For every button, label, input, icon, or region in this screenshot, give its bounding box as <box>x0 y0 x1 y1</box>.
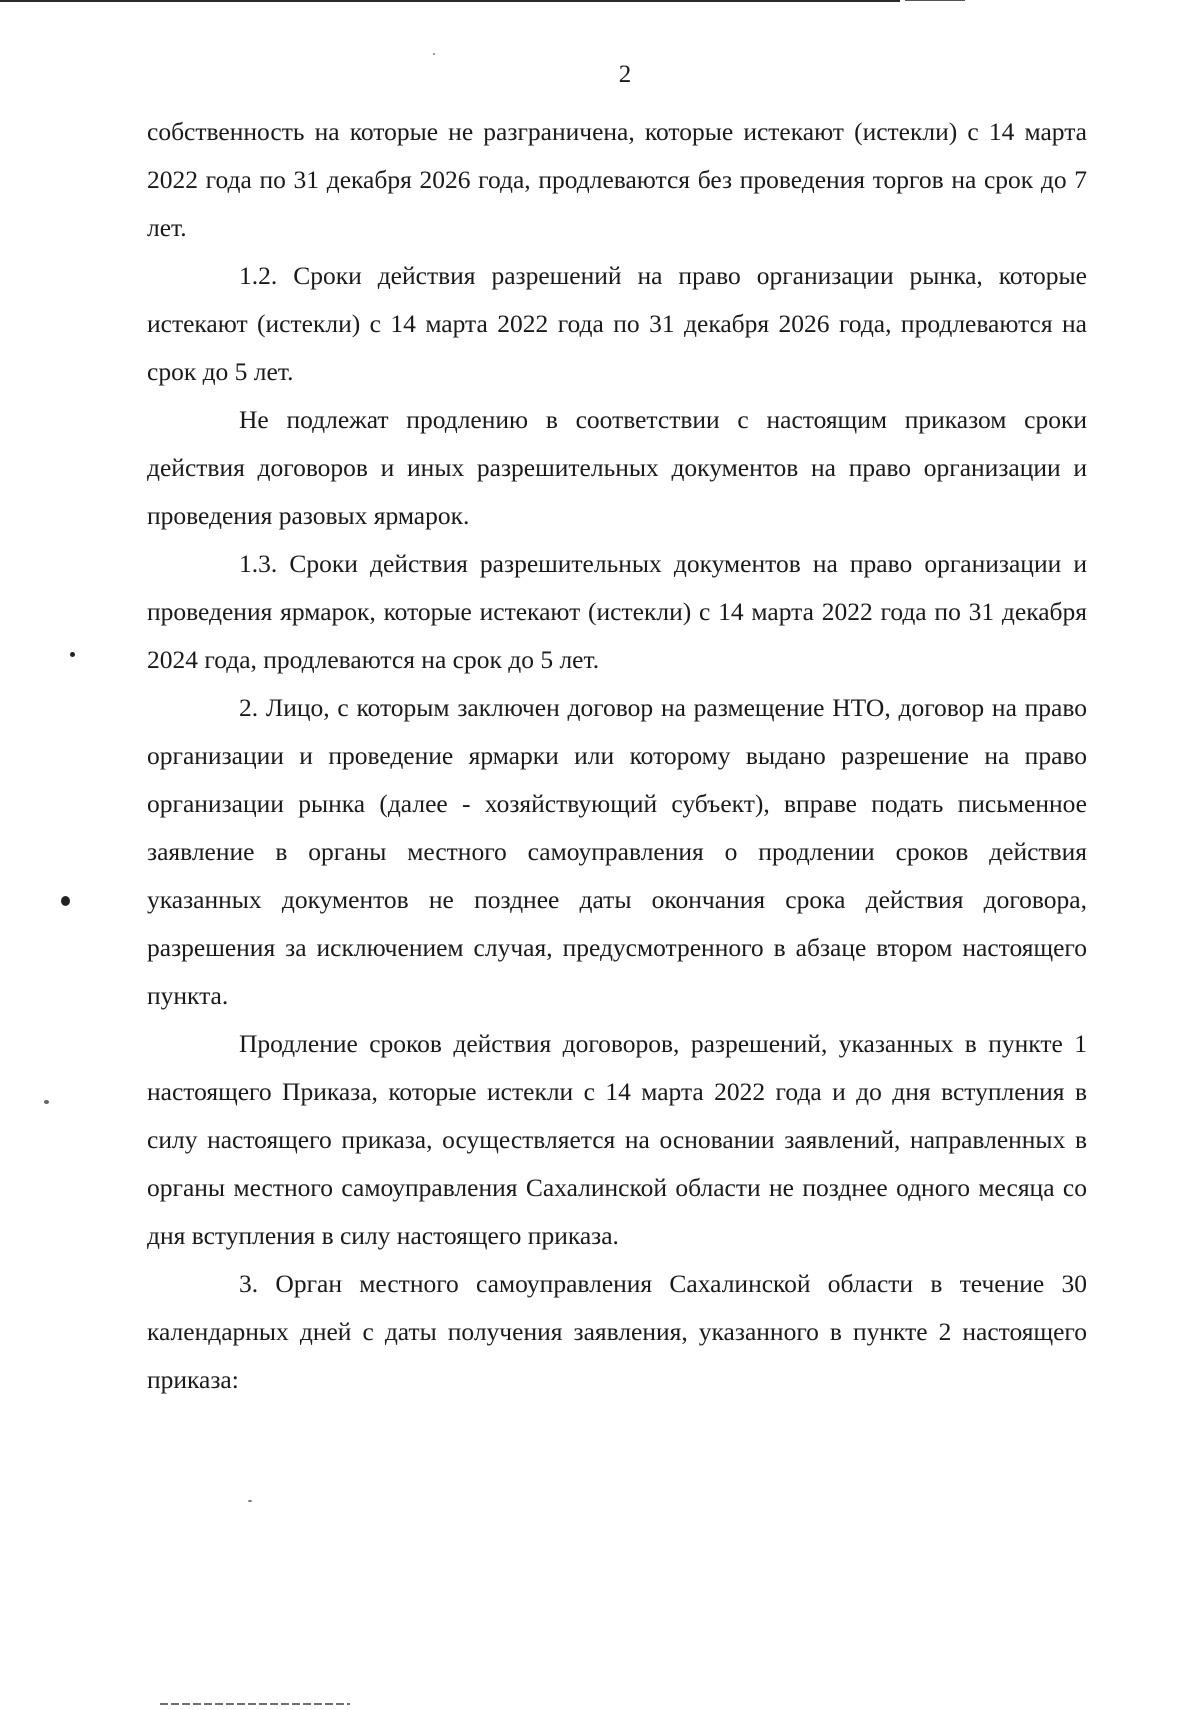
paragraph-3: 3. Орган местного самоуправления Сахалинской области в течение 30 календарных дней с даты получения заявления, указанного в пункте 2 настоящего приказа: <box>147 1269 1087 1394</box>
paragraph-exclusion: Не подлежат продлению в соответствии с настоящим приказом сроки действия договоров и иных разрешительных документов на право организации и проведения разовых ярмарок. <box>147 405 1087 530</box>
scan-speck <box>61 896 70 906</box>
scan-speck <box>433 53 435 55</box>
paragraph-1-3: 1.3. Сроки действия разрешительных документов на право организации и проведения ярмарок, которые истекают (истекли) с 14 марта 2022 года по 31 декабря 2024 года, продлеваются на срок до 5 лет. <box>147 549 1087 674</box>
scan-speck <box>248 1500 252 1502</box>
paragraph-1-2: 1.2. Сроки действия разрешений на право организации рынка, которые истекают (истекли) с 14 марта 2022 года по 31 декабря 2026 года, продлеваются на срок до 5 лет. <box>147 261 1087 386</box>
paragraph-1: собственность на которые не разграничена, которые истекают (истекли) с 14 марта 2022 года по 31 декабря 2026 года, продлеваются без проведения торгов на срок до 7 лет. <box>147 117 1087 242</box>
scan-edge-line-fragment <box>905 0 965 1</box>
page-number: 2 <box>618 61 632 88</box>
paragraph-2: 2. Лицо, с которым заключен договор на размещение НТО, договор на право организации и проведение ярмарки или которому выдано разрешение на право организации рынка (далее - хозяйствующий субъект), вправе подать письменное заявление в органы местного самоуправления о продлении сроков действия указанных документов не позднее даты окончания срока действия договора, разрешения за исключением случая, предусмотренного в абзаце втором настоящего пункта. <box>147 693 1087 1010</box>
scan-edge-line <box>0 0 900 2</box>
scan-bottom-smudge <box>160 1703 350 1705</box>
scan-speck <box>44 1100 49 1104</box>
paragraph-2-extension: Продление сроков действия договоров, разрешений, указанных в пункте 1 настоящего Приказа, которые истекли с 14 марта 2022 года и до дня вступления в силу настоящего приказа, осуществляется на основании заявлений, направленных в органы местного самоуправления Сахалинской области не позднее одного месяца со дня вступления в силу настоящего приказа. <box>147 1029 1087 1250</box>
document-body <box>147 108 1087 1404</box>
scan-speck <box>70 652 75 657</box>
